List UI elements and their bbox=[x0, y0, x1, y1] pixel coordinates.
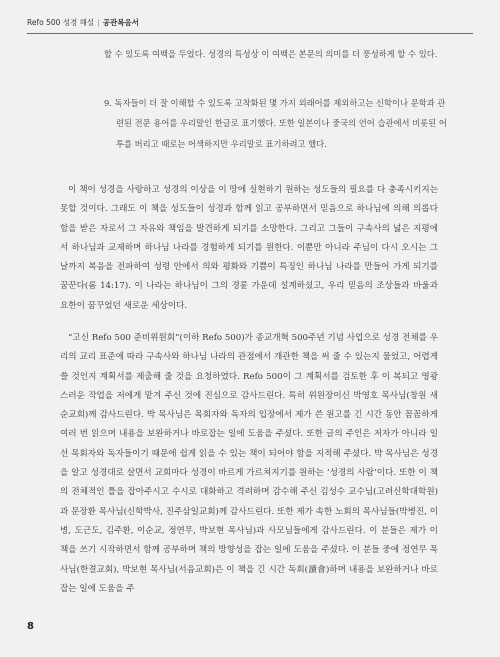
running-head-text bbox=[27, 17, 139, 28]
paragraph-1: 이 책이 성경을 사랑하고 성경의 이상을 이 땅에 실현하기 원하는 성도들의 필요를 다 충족시키지는 못할 것이다. 그래도 이 책을 성도들이 성경과 함께 읽고 공부하면서 믿음으로 하나님에 의해 의롭다 함을 받은 자로서 그 자유와 책임을 발견하게 되기를 소망한다. 그리고 그들이 구속사의 넓은 지평에서 하나님과 교제하며 하나님 나라를 경험하게 되기를 원한다. 이뿐만 아니라 주님이 다시 오시는 그날까지 복음을 전파하여 성령 안에서 의와 평화와 기쁨이 특징인 하나님 나라를 만들어 가게 되기를 꿈꾼다(롬 14:17). 이 나라는 하나님이 그의 경륜 가운데 설계하셨고, 우리 믿음의 조상들과 바울과 요한이 꿈꾸었던 새로운 세상이다. bbox=[60, 185, 438, 311]
book-title: 공관복음서 bbox=[102, 18, 139, 27]
note-8-continuation: 할 수 있도록 여백을 두었다. 성경의 특성상 이 여백은 본문의 의미를 더 풍성하게 할 수 있다. bbox=[104, 49, 438, 59]
header-separator: | bbox=[97, 18, 100, 27]
running-header bbox=[27, 13, 473, 34]
paragraph-2: “고신 Refo 500 준비위원회”(이하 Refo 500)가 종교개혁 500주년 기념 사업으로 성경 전체를 우리의 교리 표준에 따라 구속사와 하나님 나라의 관점에서 개관한 책을 써 줄 수 있는지 물었고, 어렵게 쓸 것인지 계획서를 제출해 줄 것을 요청하였다. Refo 500이 그 계획서를 검토한 후 이 복되고 영광스러운 작업을 저에게 맡겨 주신 것에 진심으로 감사드린다. 특히 위원장이신 박영호 목사님(창원 새순교회)께 감사드린다. 박 목사님은 목회자와 독자의 입장에서 제가 쓴 원고를 긴 시간 동안 꼼꼼하게 여러 번 읽으며 내용을 보완하거나 바로잡는 일에 도움을 주셨다. 또한 글의 주인은 저자가 아니라 일선 목회자와 독자들이기 때문에 쉽게 읽을 수 있는 책이 되어야 함을 지적해 주셨다. 박 목사님은 성경을 알고 성경대로 살면서 교회마다 성경이 바르게 가르쳐지기를 원하는 ‘성경의 사람’이다. 또한 이 책의 전체적인 틀을 잡아주시고 수시로 대화하고 격려하며 감수해 주신 김성수 교수님(고려신학대학원)과 문장환 목사님(신학박사, 진주삼일교회)께 감사드린다. 또한 제가 속한 노회의 목사님들(박병진, 이병, 도근도, 김주환, 이순교, 정연무, 박보현 목사님)과 사모님들에게 감사드린다. 이 분들은 제가 이 책을 쓰기 시작하면서 함께 공부하며 책의 방향성을 잡는 일에 도움을 주셨다. 이 분들 중에 정연무 목사님(한결교회), 박보현 목사님(서음교회)은 이 책을 긴 시간 독회(讀會)하며 내용을 보완하거나 바로잡는 일에 도움을 주 bbox=[60, 333, 438, 594]
note-9: 9. 독자들이 더 잘 이해할 수 있도록 고착화된 몇 가지 외래어를 제외하고는 신학이나 문학과 관련된 전문 용어를 우리말인 한글로 표기했다. 또한 일본이나 중국의 언어 습관에서 비롯된 어투를 버리고 때로는 어색하지만 우리말로 표기하려고 했다. bbox=[104, 98, 447, 149]
series-title: Refo 500 성경 해설 bbox=[27, 18, 95, 27]
page-number: 8 bbox=[27, 621, 34, 632]
